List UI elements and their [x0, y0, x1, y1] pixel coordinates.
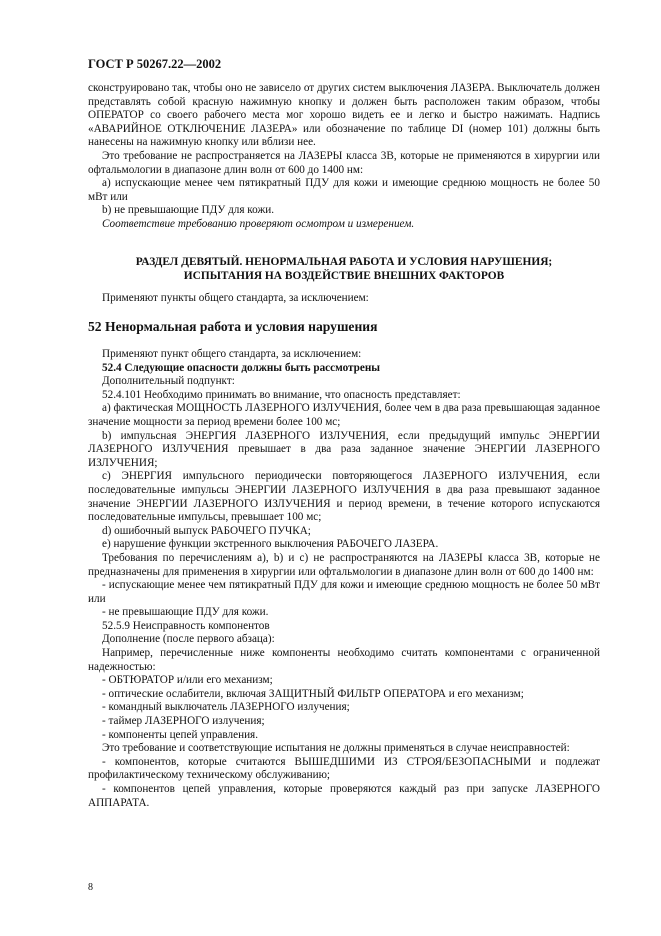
list-item-b: b) не превышающие ПДУ для кожи. [102, 204, 274, 217]
section-nine-heading-line2: ИСПЫТАНИЯ НА ВОЗДЕЙСТВИЕ ВНЕШНИХ ФАКТОРОВ [183, 270, 505, 282]
list-item: - компонентов, которые считаются ВЫШЕДШИМИ ИЗ СТРОЯ/БЕЗОПАСНЫМИ и подлежат профилактическому техническому обслуживанию; [88, 755, 600, 782]
section-nine-intro-block [88, 292, 600, 306]
list-item: - испускающие менее чем пятикратный ПДУ для кожи и имеющие среднюю мощность не более 50 мВт или [88, 579, 600, 605]
section-nine-heading [88, 255, 600, 283]
compliance-note: Соответствие требованию проверяют осмотром и измерением. [102, 217, 415, 230]
paragraph: Применяют пункт общего стандарта, за исключением: [102, 348, 362, 360]
list-item: с) ЭНЕРГИЯ импульсного периодически повторяющегося ЛАЗЕРНОГО ИЗЛУЧЕНИЯ, если последовательные импульсы ЭНЕРГИИ ЛАЗЕРНОГО ИЗЛУЧЕНИЯ в два раза превышают заданное значение ЭНЕРГИИ ЛАЗЕРНОГО ИЗЛУЧЕНИЯ и период времени, в течение которого испускаются последовательные импульсы, превышает 100 мс; [88, 470, 600, 524]
paragraph: Требования по перечислениям а), b) и с) не распространяются на ЛАЗЕРЫ класса 3В, которые не предназначены для применения в хирургии или офтальмологии в диапазоне длин волн от 600 до 1400 нм: [88, 551, 600, 578]
list-item: а) фактическая МОЩНОСТЬ ЛАЗЕРНОГО ИЗЛУЧЕНИЯ, более чем в два раза превышающая заданное значение мощности за период времени более 100 мс; [88, 402, 600, 428]
paragraph: Это требование и соответствующие испытания не должны применяться в случае неисправностей: [102, 742, 570, 755]
subsection-52-4-heading: 52.4 Следующие опасности должны быть рассмотрены [102, 361, 381, 374]
paragraph: Например, перечисленные ниже компоненты необходимо считать компонентами с ограниченной надежностью: [88, 647, 600, 673]
subsection-52-5-9-heading: 52.5.9 Неисправность компонентов [102, 619, 270, 632]
list-item: - ОБТЮРАТОР и/или его механизм; [102, 674, 273, 687]
list-item: - оптические ослабители, включая ЗАЩИТНЫЙ ФИЛЬТР ОПЕРАТОРА и его механизм; [102, 687, 524, 700]
page-number: 8 [88, 882, 93, 893]
list-item-a: а) испускающие менее чем пятикратный ПДУ для кожи и имеющие среднюю мощность не более 50 мВт или [88, 177, 600, 203]
list-item: - не превышающие ПДУ для кожи. [102, 606, 269, 619]
list-item: - компонентов цепей управления, которые проверяются каждый раз при запуске ЛАЗЕРНОГО АППАРАТА. [88, 783, 600, 809]
list-item: е) нарушение функции экстренного выключения РАБОЧЕГО ЛАЗЕРА. [102, 538, 439, 551]
paragraph-switch-description: сконструировано так, чтобы оно не зависело от других систем выключения ЛАЗЕРА. Выключатель должен представлять собой красную нажимную кнопку и должен быть расположен таким образом, чтобы ОПЕРАТОР со своего рабочего места мог хорошо видеть ее и легко и быстро нажимать. Надпись «АВАРИЙНОЕ ОТКЛЮЧЕНИЕ ЛАЗЕРА» или обозначение по таблице DI (номер 101) должны быть нанесены на нажимную кнопку или вблизи нее. [88, 82, 600, 149]
paragraph: Дополнение (после первого абзаца): [102, 633, 275, 646]
paragraph: 52.4.101 Необходимо принимать во внимание, что опасность представляет: [102, 388, 461, 401]
list-item: d) ошибочный выпуск РАБОЧЕГО ПУЧКА; [102, 524, 311, 537]
list-item: - командный выключатель ЛАЗЕРНОГО излучения; [102, 701, 350, 714]
paragraph-exception: Это требование не распространяется на ЛАЗЕРЫ класса 3В, которые не применяются в хирургии или офтальмологии в диапазоне длин волн от 600 до 1400 нм: [88, 149, 600, 176]
list-item: - компоненты цепей управления. [102, 728, 259, 741]
section-52-body [88, 348, 600, 810]
section-nine-intro: Применяют пункты общего стандарта, за исключением: [102, 292, 369, 304]
section-nine-heading-line1: РАЗДЕЛ ДЕВЯТЫЙ. НЕНОРМАЛЬНАЯ РАБОТА И УСЛОВИЯ НАРУШЕНИЯ; [135, 256, 553, 268]
document-header: ГОСТ Р 50267.22—2002 [88, 57, 222, 71]
paragraph: Дополнительный подпункт: [102, 375, 235, 388]
continuation-block [88, 82, 600, 232]
list-item: b) импульсная ЭНЕРГИЯ ЛАЗЕРНОГО ИЗЛУЧЕНИЯ, если предыдущий импульс ЭНЕРГИИ ЛАЗЕРНОГО ИЗЛУЧЕНИЯ превышает в два раза заданное значение ЭНЕРГИИ ЛАЗЕРНОГО ИЗЛУЧЕНИЯ; [88, 429, 600, 469]
section-52-heading: 52 Ненормальная работа и условия нарушения [88, 319, 378, 334]
list-item: - таймер ЛАЗЕРНОГО излучения; [102, 715, 265, 728]
